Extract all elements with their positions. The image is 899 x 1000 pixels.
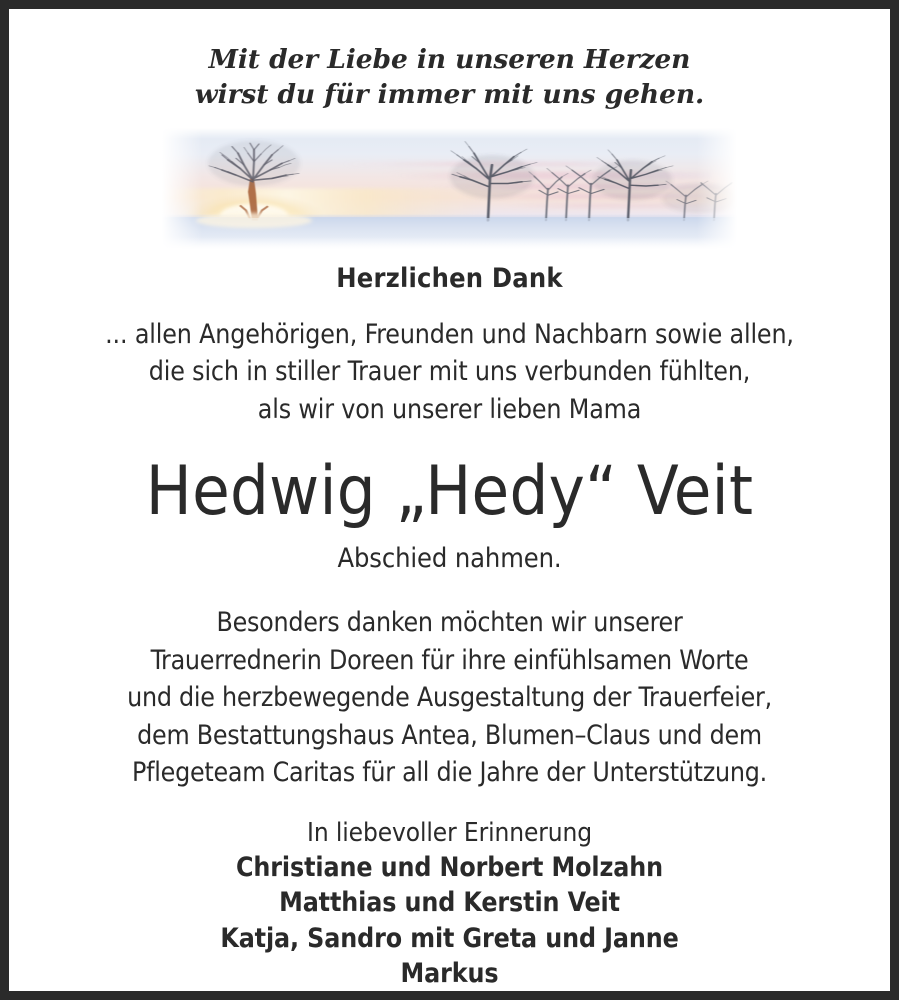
gratitude-line-3: und die herzbewegende Ausgestaltung der Trauerfeier,: [127, 682, 772, 714]
winter-landscape-photo: [162, 128, 737, 248]
obituary-page: [9, 9, 890, 991]
signatory-line-3: Katja, Sandro mit Greta und Janne: [220, 922, 679, 954]
signatory-line-1: Christiane und Norbert Molzahn: [236, 852, 663, 884]
gratitude-line-2: Trauerrednerin Doreen für ihre einfühlsamen Worte: [150, 644, 749, 676]
deceased-name: Hedwig „Hedy“ Veit: [145, 451, 754, 531]
gratitude-line-5: Pflegeteam Caritas für all die Jahre der Unterstützung.: [132, 757, 767, 789]
signatory-line-2: Matthias und Kerstin Veit: [279, 887, 620, 919]
epitaph: [195, 42, 704, 112]
photo-canvas: [162, 128, 737, 248]
gratitude-paragraph: [127, 604, 772, 792]
intro-paragraph: [105, 316, 794, 429]
intro-line-3: als wir von unserer lieben Mama: [257, 393, 642, 425]
gratitude-line-4: dem Bestattungshaus Antea, Blumen–Claus und dem: [137, 719, 762, 751]
signatory-line-4: Markus: [400, 957, 499, 989]
epitaph-line-2: wirst du für immer mit uns gehen.: [194, 79, 705, 111]
thanks-title: Herzlichen Dank: [336, 262, 563, 294]
intro-line-2: die sich in stiller Trauer mit uns verbunden fühlten,: [148, 356, 751, 388]
winter-landscape-illustration: [162, 128, 737, 248]
farewell-line: Abschied nahmen.: [337, 542, 562, 574]
gratitude-line-1: Besonders danken möchten wir unserer: [216, 606, 683, 638]
intro-line-1: ... allen Angehörigen, Freunden und Nachbarn sowie allen,: [105, 318, 794, 350]
epitaph-line-1: Mit der Liebe in unseren Herzen: [208, 44, 691, 75]
signatories: [220, 850, 678, 991]
closing-line: In liebevoller Erinnerung: [307, 818, 592, 849]
